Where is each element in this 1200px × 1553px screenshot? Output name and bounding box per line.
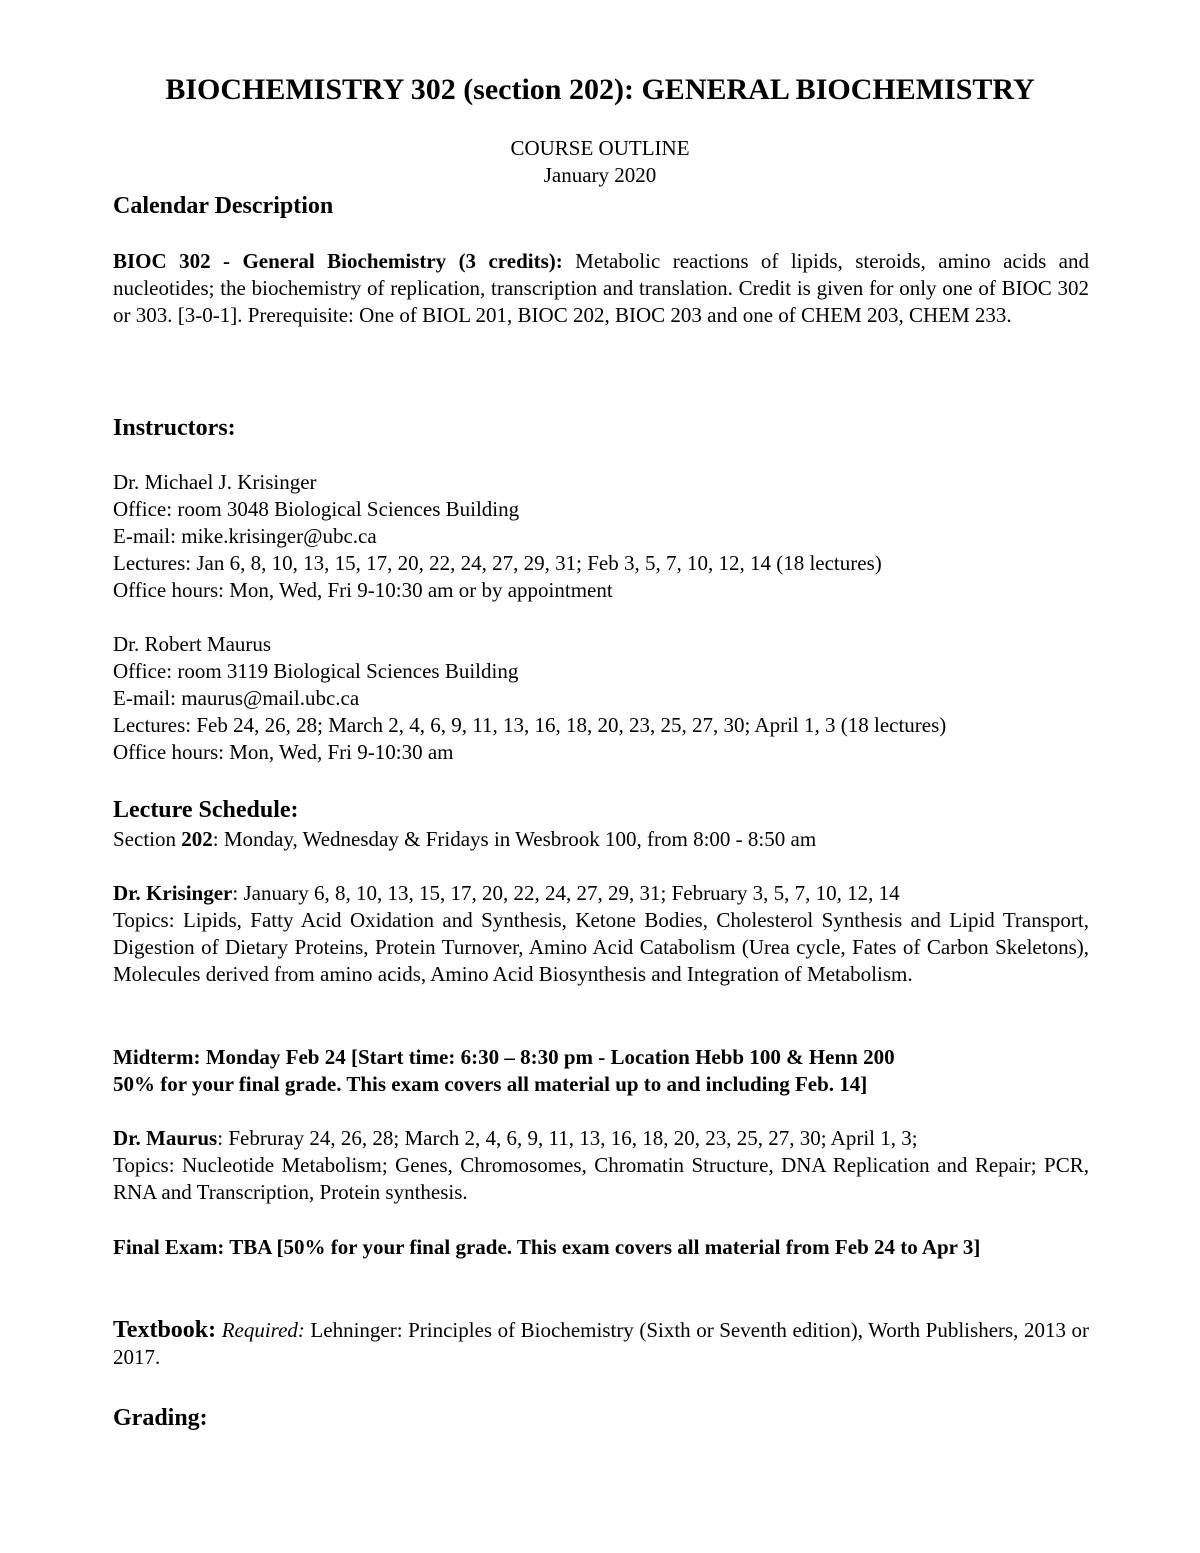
course-code: BIOC 302 - General Biochemistry (3 credits): — [113, 249, 563, 273]
instructor-office: Office: room 3119 Biological Sciences Building — [113, 659, 519, 683]
calendar-heading: Calendar Description — [113, 193, 334, 219]
section-number: 202 — [181, 827, 213, 851]
instructor-lectures: Lectures: Jan 6, 8, 10, 13, 15, 17, 20, 22, 24, 27, 29, 31; Feb 3, 5, 7, 10, 12, 14 (18 lectures) — [113, 551, 882, 575]
krisinger-date-list: : January 6, 8, 10, 13, 15, 17, 20, 22, 24, 27, 29, 31; February 3, 5, 7, 10, 12, 14 — [232, 881, 900, 905]
document-title: BIOCHEMISTRY 302 (section 202): GENERAL BIOCHEMISTRY — [165, 73, 1035, 106]
section-rest: : Monday, Wednesday & Fridays in Wesbrook 100, from 8:00 - 8:50 am — [212, 827, 817, 851]
textbook-required: Required: — [221, 1318, 305, 1342]
instructor-email: E-mail: mike.krisinger@ubc.ca — [113, 524, 377, 548]
krisinger-topics: Topics: Lipids, Fatty Acid Oxidation and Synthesis, Ketone Bodies, Cholesterol Synthesis and Lipid Transport, Digestion of Dietary Proteins, Protein Turnover, Amino Acid Catabolism (Urea cycle, Fates of Carbon Skeletons), Molecules derived from amino acids, Amino Acid Biosynthesis and Integration of Metabolism. — [113, 908, 1089, 986]
midterm-info — [113, 1044, 1089, 1098]
instructor-office: Office: room 3048 Biological Sciences Building — [113, 497, 520, 521]
maurus-date-list: : Februray 24, 26, 28; March 2, 4, 6, 9, 11, 13, 16, 18, 20, 23, 25, 27, 30; April 1, 3; — [217, 1126, 918, 1150]
instructor-hours: Office hours: Mon, Wed, Fri 9-10:30 am — [113, 740, 454, 764]
krisinger-dates — [113, 880, 1089, 907]
course-description: Metabolic reactions of lipids, steroids, amino acids and nucleotides; the biochemistry of replication, transcription and translation. Credit is given for only one of BIOC 302 or 303. [3-0-1]. Prerequisite: One of BIOL 201, BIOC 202, BIOC 203 and one of CHEM 203, CHEM 233. — [113, 249, 1089, 327]
instructors-heading: Instructors: — [113, 415, 236, 441]
maurus-label: Dr. Maurus — [113, 1126, 218, 1150]
textbook-text: Lehninger: Principles of Biochemistry (Sixth or Seventh edition), Worth Publishers, 2013 or 2017. — [113, 1318, 1089, 1369]
textbook-label: Textbook: — [113, 1317, 217, 1343]
maurus-dates — [113, 1125, 1089, 1152]
instructor-name: Dr. Robert Maurus — [113, 632, 272, 656]
grading-heading: Grading: — [113, 1405, 208, 1431]
krisinger-label: Dr. Krisinger — [113, 881, 233, 905]
outline-label: COURSE OUTLINE — [510, 136, 690, 160]
instructor-email: E-mail: maurus@mail.ubc.ca — [113, 686, 360, 710]
outline-date: January 2020 — [543, 163, 657, 187]
lecture-schedule-heading: Lecture Schedule: — [113, 797, 299, 823]
final-exam-info: Final Exam: TBA [50% for your final grade. This exam covers all material from Feb 24 to Apr 3] — [113, 1235, 981, 1259]
maurus-topics: Topics: Nucleotide Metabolism; Genes, Chromosomes, Chromatin Structure, DNA Replication and Repair; PCR, RNA and Transcription, Protein synthesis. — [113, 1153, 1089, 1204]
section-prefix: Section — [113, 827, 182, 851]
midterm-line-2: 50% for your final grade. This exam covers all material up to and including Feb. 14] — [113, 1072, 868, 1096]
instructor-maurus — [113, 631, 1089, 766]
section-info — [113, 826, 1089, 853]
instructor-lectures: Lectures: Feb 24, 26, 28; March 2, 4, 6, 9, 11, 13, 16, 18, 20, 23, 25, 27, 30; April 1, 3 (18 lectures) — [113, 713, 947, 737]
instructor-krisinger — [113, 469, 1089, 604]
instructor-name: Dr. Michael J. Krisinger — [113, 470, 317, 494]
textbook-info — [113, 1317, 1089, 1371]
calendar-description — [113, 248, 1089, 329]
midterm-line-1: Midterm: Monday Feb 24 [Start time: 6:30 – 8:30 pm - Location Hebb 100 & Henn 200 — [113, 1045, 895, 1069]
instructor-hours: Office hours: Mon, Wed, Fri 9-10:30 am or by appointment — [113, 578, 613, 602]
